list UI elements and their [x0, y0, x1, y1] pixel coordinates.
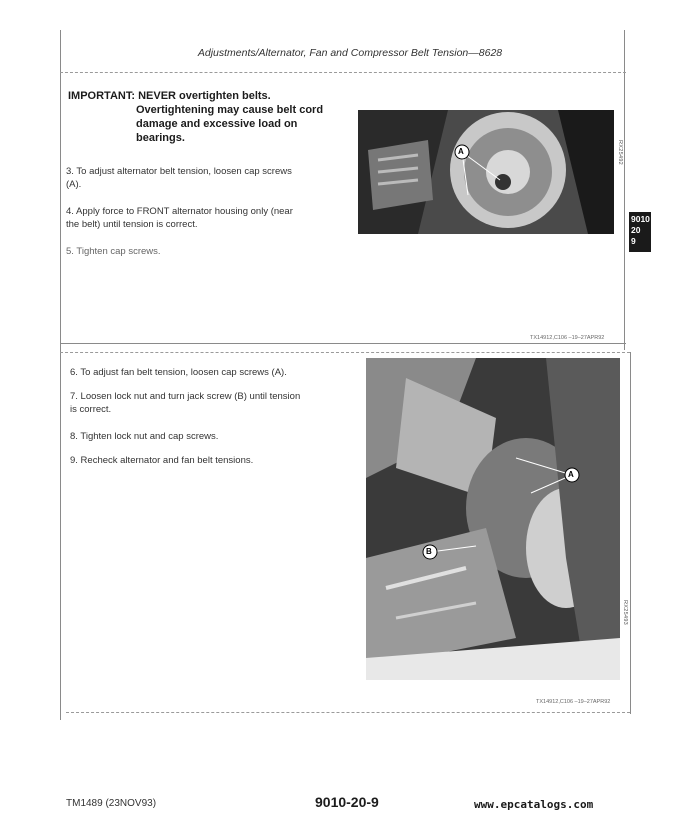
- tab-line-3: 9: [631, 236, 636, 246]
- figure-id-2: RX25493: [622, 600, 628, 626]
- reference-code-2: TX14912,C106 –19–27APR92: [536, 699, 611, 705]
- important-line-2: Overtightening may cause belt cord: [136, 104, 324, 116]
- header-rule: [60, 72, 626, 73]
- section-1-bottom-rule: [60, 343, 626, 344]
- step-3-line-2: (A).: [66, 179, 82, 190]
- step-3-line-1: 3. To adjust alternator belt tension, loosen cap screws: [66, 166, 292, 177]
- right-margin-line: [624, 30, 625, 350]
- alternator-photo: [358, 110, 614, 234]
- step-4-line-2: the belt) until tension is correct.: [66, 219, 198, 230]
- important-line-4: bearings.: [136, 132, 185, 144]
- tab-line-2: 20: [631, 225, 641, 235]
- page-number: 9010-20-9: [315, 794, 379, 810]
- step-5: 5. Tighten cap screws.: [66, 246, 161, 257]
- callout-a-label: A: [458, 147, 464, 156]
- section-2-right-line: [630, 352, 631, 714]
- step-6: 6. To adjust fan belt tension, loosen cap screws (A).: [70, 367, 287, 378]
- important-label: IMPORTANT:: [68, 90, 136, 102]
- page-title: Adjustments/Alternator, Fan and Compressor Belt Tension—8628: [197, 47, 503, 59]
- callout-a-label: A: [568, 470, 574, 479]
- step-7-line-1: 7. Loosen lock nut and turn jack screw (B) until tension: [70, 391, 301, 402]
- manual-id: TM1489 (23NOV93): [66, 798, 157, 809]
- important-line-3: damage and excessive load on: [136, 118, 298, 130]
- step-4-line-1: 4. Apply force to FRONT alternator housing only (near: [66, 206, 293, 217]
- left-binding-line: [60, 30, 61, 720]
- step-7: [70, 390, 300, 416]
- important-note: [68, 89, 323, 145]
- step-3: [66, 165, 292, 191]
- section-2-bottom-rule: [66, 712, 630, 713]
- tab-line-1: 9010: [631, 214, 650, 224]
- alternator-photo-drawing: [358, 110, 614, 234]
- callout-b-label: B: [426, 547, 432, 556]
- fan-belt-photo: [366, 358, 620, 680]
- step-7-line-2: is correct.: [70, 404, 112, 415]
- step-8: 8. Tighten lock nut and cap screws.: [70, 431, 219, 442]
- reference-code-1: TX14912,C106 –19–27APR92: [530, 335, 605, 341]
- step-9: 9. Recheck alternator and fan belt tensions.: [70, 455, 254, 466]
- section-tab: [629, 212, 651, 252]
- important-line-1: NEVER overtighten belts.: [138, 90, 271, 102]
- step-4: [66, 205, 293, 231]
- figure-id-1: RX25492: [617, 140, 623, 166]
- website-watermark: www.epcatalogs.com: [474, 798, 594, 811]
- section-2-top-rule: [60, 352, 630, 353]
- fan-belt-photo-drawing: [366, 358, 620, 680]
